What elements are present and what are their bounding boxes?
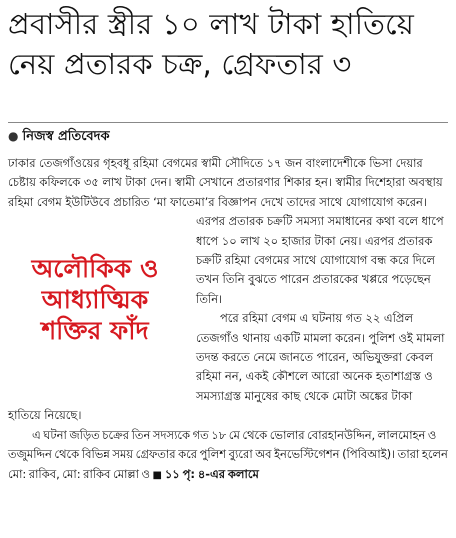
pullquote-line-2: আধ্যাত্মিক [41, 285, 149, 314]
paragraph-2: পরে রহিমা বেগম এ ঘটনায় গত ২২ এপ্রিল তেজগাঁও থানায় একটি মামলা করেন। পুলিশ ওই মামলা তদন্ত করতে নেমে জানতে পারেন, অভিযুক্তরা কেবল রহিমা নন, একই কৌশলে আরো অনেক হতাশাগ্রস্ত ও সমস্যাগ্রস্ত মানুষের কাছ থেকে মোটা অঙ্কের টাকা হাতিয়ে নিয়েছে। [8, 311, 445, 423]
headline [8, 4, 448, 84]
square-icon: ■ [152, 469, 162, 481]
headline-line-2: নেয় প্রতারক চক্র, গ্রেফতার ৩ [8, 47, 352, 81]
continuation-jump [153, 467, 259, 481]
byline-bullet-icon: ● [8, 129, 19, 143]
continuation-text: ১১ পৃ: ৪-এর কলামে [164, 466, 259, 481]
headline-line-1: প্রবাসীর স্ত্রীর ১০ লাখ টাকা হাতিয়ে [8, 7, 414, 41]
byline-text: নিজস্ব প্রতিবেদক [22, 129, 110, 144]
byline [8, 122, 448, 146]
pullquote [10, 253, 180, 346]
paragraph-3-text: এ ঘটনা জড়িত চক্রের তিন সদস্যকে গত ১৮ মে থেকে ভোলার বোরহানউদ্দিন, লালমোহন ও তজুমদ্দিন থেকে বিভিন্ন সময় গ্রেফতার করে পুলিশ ব্যুরো অব ইনভেস্টিগেশন (পিবিআই)। তারা হলেন মো: রাকিব, মো: রাকিব মোল্লা ও [8, 427, 448, 481]
paragraph-1: ঢাকার তেজগাঁওয়ের গৃহবধূ রহিমা বেগমের স্বামী সৌদিতে ১৭ জন বাংলাদেশীকে ভিসা দেয়ার চেষ্টায় কফিলকে ৩৫ লাখ টাকা দেন। স্বামী সেখানে প্রতারণার শিকার হন। স্বামীর দিশেহারা অবস্থায় রহিমা বেগম ইউটিউবে প্রচারিত ‘মা ফাতেমা’র বিজ্ঞাপন দেখে তাদের সাথে যোগাযোগ করেন। এরপর প্রতারক চক্রটি সমস্যা সমাধানের কথা বলে ধাপে ধাপে ১০ লাখ ২০ হাজার টাকা নেয়। এরপর প্রতারক চক্রটি রহিমা বেগমের সাথে যোগাযোগ বন্ধ করে দিলে তখন তিনি বুঝতে পারেন প্রতারকের খপ্পরে পড়েছেন তিনি। [8, 156, 444, 306]
pullquote-line-3: শক্তির ফাঁদ [41, 316, 149, 345]
paragraph-3 [8, 426, 448, 485]
pullquote-line-1: অলৌকিক ও [31, 254, 159, 283]
